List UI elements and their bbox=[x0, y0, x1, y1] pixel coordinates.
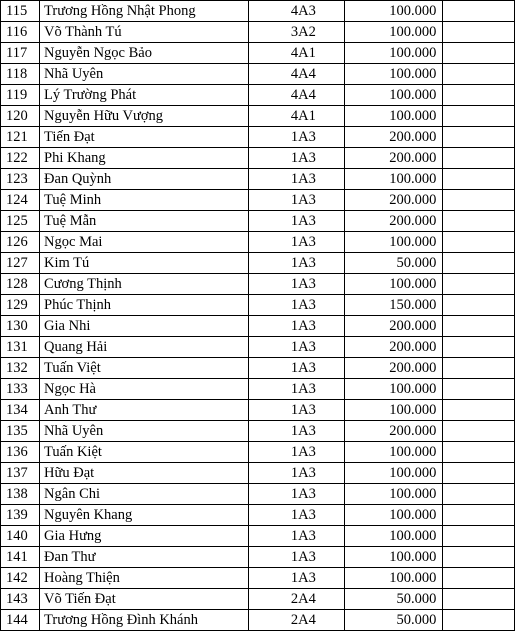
class-cell[interactable]: 1A3 bbox=[248, 127, 344, 148]
amount-cell[interactable]: 200.000 bbox=[345, 337, 443, 358]
row-number-cell[interactable]: 144 bbox=[1, 610, 40, 631]
table-row bbox=[1, 253, 515, 274]
table-row bbox=[1, 43, 515, 64]
student-name-cell[interactable]: Lý Trường Phát bbox=[40, 85, 249, 106]
amount-cell[interactable]: 100.000 bbox=[345, 106, 443, 127]
class-cell[interactable]: 1A3 bbox=[248, 232, 344, 253]
table-row bbox=[1, 547, 515, 568]
student-name-cell[interactable]: Nguyên Khang bbox=[40, 505, 249, 526]
note-cell[interactable] bbox=[443, 64, 515, 85]
note-cell[interactable] bbox=[443, 442, 515, 463]
table-row bbox=[1, 22, 515, 43]
class-cell[interactable]: 4A1 bbox=[248, 106, 344, 127]
row-number-cell[interactable]: 120 bbox=[1, 106, 40, 127]
student-name-cell[interactable]: Nguyễn Ngọc Bảo bbox=[40, 43, 249, 64]
amount-cell[interactable]: 50.000 bbox=[345, 589, 443, 610]
amount-cell[interactable]: 100.000 bbox=[345, 1, 443, 22]
class-cell[interactable]: 4A4 bbox=[248, 64, 344, 85]
table-body bbox=[1, 1, 515, 631]
table-row bbox=[1, 568, 515, 589]
student-name-cell[interactable]: Trương Hồng Nhật Phong bbox=[40, 1, 249, 22]
student-name-cell[interactable]: Ngọc Mai bbox=[40, 232, 249, 253]
table-row bbox=[1, 64, 515, 85]
note-cell[interactable] bbox=[443, 106, 515, 127]
row-number-cell[interactable]: 130 bbox=[1, 316, 40, 337]
class-cell[interactable]: 1A3 bbox=[248, 211, 344, 232]
student-name-cell[interactable]: Ngân Chi bbox=[40, 484, 249, 505]
amount-cell[interactable]: 100.000 bbox=[345, 169, 443, 190]
class-cell[interactable]: 1A3 bbox=[248, 505, 344, 526]
amount-cell[interactable]: 100.000 bbox=[345, 43, 443, 64]
table-row bbox=[1, 589, 515, 610]
note-cell[interactable] bbox=[443, 211, 515, 232]
amount-cell[interactable]: 100.000 bbox=[345, 526, 443, 547]
row-number-cell[interactable]: 141 bbox=[1, 547, 40, 568]
amount-cell[interactable]: 100.000 bbox=[345, 274, 443, 295]
note-cell[interactable] bbox=[443, 190, 515, 211]
note-cell[interactable] bbox=[443, 526, 515, 547]
note-cell[interactable] bbox=[443, 463, 515, 484]
note-cell[interactable] bbox=[443, 295, 515, 316]
note-cell[interactable] bbox=[443, 421, 515, 442]
note-cell[interactable] bbox=[443, 169, 515, 190]
class-cell[interactable]: 1A3 bbox=[248, 316, 344, 337]
student-name-cell[interactable]: Quang Hải bbox=[40, 337, 249, 358]
amount-cell[interactable]: 200.000 bbox=[345, 148, 443, 169]
table-row bbox=[1, 127, 515, 148]
amount-cell[interactable]: 200.000 bbox=[345, 190, 443, 211]
amount-cell[interactable]: 200.000 bbox=[345, 127, 443, 148]
student-name-cell[interactable]: Nhã Uyên bbox=[40, 421, 249, 442]
class-cell[interactable]: 1A3 bbox=[248, 484, 344, 505]
class-cell[interactable]: 4A3 bbox=[248, 1, 344, 22]
student-name-cell[interactable]: Tiến Đạt bbox=[40, 127, 249, 148]
table-row bbox=[1, 400, 515, 421]
amount-cell[interactable]: 100.000 bbox=[345, 22, 443, 43]
class-cell[interactable]: 1A3 bbox=[248, 190, 344, 211]
note-cell[interactable] bbox=[443, 358, 515, 379]
student-name-cell[interactable]: Hữu Đạt bbox=[40, 463, 249, 484]
row-number-cell[interactable]: 131 bbox=[1, 337, 40, 358]
amount-cell[interactable]: 100.000 bbox=[345, 547, 443, 568]
table-row bbox=[1, 232, 515, 253]
row-number-cell[interactable]: 138 bbox=[1, 484, 40, 505]
row-number-cell[interactable]: 137 bbox=[1, 463, 40, 484]
amount-cell[interactable]: 50.000 bbox=[345, 610, 443, 631]
row-number-cell[interactable]: 135 bbox=[1, 421, 40, 442]
row-number-cell[interactable]: 116 bbox=[1, 22, 40, 43]
student-name-cell[interactable]: Anh Thư bbox=[40, 400, 249, 421]
student-name-cell[interactable]: Tuấn Việt bbox=[40, 358, 249, 379]
class-cell[interactable]: 4A4 bbox=[248, 85, 344, 106]
row-number-cell[interactable]: 140 bbox=[1, 526, 40, 547]
student-name-cell[interactable]: Nhã Uyên bbox=[40, 64, 249, 85]
table-row bbox=[1, 85, 515, 106]
row-number-cell[interactable]: 123 bbox=[1, 169, 40, 190]
table-row bbox=[1, 190, 515, 211]
class-cell[interactable]: 2A4 bbox=[248, 589, 344, 610]
table-row bbox=[1, 526, 515, 547]
note-cell[interactable] bbox=[443, 316, 515, 337]
row-number-cell[interactable]: 119 bbox=[1, 85, 40, 106]
class-cell[interactable]: 1A3 bbox=[248, 547, 344, 568]
row-number-cell[interactable]: 134 bbox=[1, 400, 40, 421]
class-cell[interactable]: 1A3 bbox=[248, 421, 344, 442]
class-cell[interactable]: 1A3 bbox=[248, 442, 344, 463]
student-name-cell[interactable]: Kim Tú bbox=[40, 253, 249, 274]
student-name-cell[interactable]: Cương Thịnh bbox=[40, 274, 249, 295]
table-row bbox=[1, 106, 515, 127]
student-name-cell[interactable]: Ngọc Hà bbox=[40, 379, 249, 400]
row-number-cell[interactable]: 126 bbox=[1, 232, 40, 253]
class-cell[interactable]: 1A3 bbox=[248, 463, 344, 484]
amount-cell[interactable]: 200.000 bbox=[345, 316, 443, 337]
table-row bbox=[1, 379, 515, 400]
row-number-cell[interactable]: 139 bbox=[1, 505, 40, 526]
student-name-cell[interactable]: Tuệ Minh bbox=[40, 190, 249, 211]
amount-cell[interactable]: 200.000 bbox=[345, 211, 443, 232]
amount-cell[interactable]: 100.000 bbox=[345, 505, 443, 526]
class-cell[interactable]: 1A3 bbox=[248, 400, 344, 421]
note-cell[interactable] bbox=[443, 568, 515, 589]
amount-cell[interactable]: 100.000 bbox=[345, 64, 443, 85]
row-number-cell[interactable]: 115 bbox=[1, 1, 40, 22]
row-number-cell[interactable]: 127 bbox=[1, 253, 40, 274]
note-cell[interactable] bbox=[443, 547, 515, 568]
class-cell[interactable]: 1A3 bbox=[248, 295, 344, 316]
amount-cell[interactable]: 150.000 bbox=[345, 295, 443, 316]
table-row bbox=[1, 505, 515, 526]
row-number-cell[interactable]: 136 bbox=[1, 442, 40, 463]
table-row bbox=[1, 316, 515, 337]
table-row bbox=[1, 484, 515, 505]
table-row bbox=[1, 295, 515, 316]
note-cell[interactable] bbox=[443, 484, 515, 505]
note-cell[interactable] bbox=[443, 22, 515, 43]
row-number-cell[interactable]: 121 bbox=[1, 127, 40, 148]
table-row bbox=[1, 211, 515, 232]
class-cell[interactable]: 4A1 bbox=[248, 43, 344, 64]
row-number-cell[interactable]: 129 bbox=[1, 295, 40, 316]
note-cell[interactable] bbox=[443, 337, 515, 358]
amount-cell[interactable]: 100.000 bbox=[345, 568, 443, 589]
note-cell[interactable] bbox=[443, 85, 515, 106]
amount-cell[interactable]: 100.000 bbox=[345, 463, 443, 484]
student-name-cell[interactable]: Đan Quỳnh bbox=[40, 169, 249, 190]
student-name-cell[interactable]: Gia Nhi bbox=[40, 316, 249, 337]
note-cell[interactable] bbox=[443, 379, 515, 400]
row-number-cell[interactable]: 128 bbox=[1, 274, 40, 295]
student-name-cell[interactable]: Tuấn Kiệt bbox=[40, 442, 249, 463]
student-name-cell[interactable]: Võ Tiến Đạt bbox=[40, 589, 249, 610]
student-name-cell[interactable]: Trương Hồng Đình Khánh bbox=[40, 610, 249, 631]
note-cell[interactable] bbox=[443, 127, 515, 148]
amount-cell[interactable]: 50.000 bbox=[345, 253, 443, 274]
row-number-cell[interactable]: 125 bbox=[1, 211, 40, 232]
row-number-cell[interactable]: 132 bbox=[1, 358, 40, 379]
row-number-cell[interactable]: 124 bbox=[1, 190, 40, 211]
note-cell[interactable] bbox=[443, 148, 515, 169]
note-cell[interactable] bbox=[443, 400, 515, 421]
table-row bbox=[1, 358, 515, 379]
amount-cell[interactable]: 200.000 bbox=[345, 358, 443, 379]
amount-cell[interactable]: 200.000 bbox=[345, 421, 443, 442]
amount-cell[interactable]: 100.000 bbox=[345, 379, 443, 400]
student-name-cell[interactable]: Đan Thư bbox=[40, 547, 249, 568]
class-cell[interactable]: 1A3 bbox=[248, 568, 344, 589]
note-cell[interactable] bbox=[443, 232, 515, 253]
row-number-cell[interactable]: 122 bbox=[1, 148, 40, 169]
table-row bbox=[1, 274, 515, 295]
class-cell[interactable]: 1A3 bbox=[248, 148, 344, 169]
table-row bbox=[1, 463, 515, 484]
class-cell[interactable]: 1A3 bbox=[248, 337, 344, 358]
table-row bbox=[1, 610, 515, 631]
row-number-cell[interactable]: 133 bbox=[1, 379, 40, 400]
student-name-cell[interactable]: Phúc Thịnh bbox=[40, 295, 249, 316]
note-cell[interactable] bbox=[443, 610, 515, 631]
class-cell[interactable]: 2A4 bbox=[248, 610, 344, 631]
student-name-cell[interactable]: Nguyễn Hữu Vượng bbox=[40, 106, 249, 127]
row-number-cell[interactable]: 117 bbox=[1, 43, 40, 64]
class-cell[interactable]: 1A3 bbox=[248, 253, 344, 274]
table-row bbox=[1, 1, 515, 22]
student-name-cell[interactable]: Võ Thành Tú bbox=[40, 22, 249, 43]
class-cell[interactable]: 1A3 bbox=[248, 358, 344, 379]
note-cell[interactable] bbox=[443, 1, 515, 22]
class-cell[interactable]: 1A3 bbox=[248, 274, 344, 295]
row-number-cell[interactable]: 118 bbox=[1, 64, 40, 85]
student-name-cell[interactable]: Phi Khang bbox=[40, 148, 249, 169]
table-row bbox=[1, 442, 515, 463]
class-cell[interactable]: 1A3 bbox=[248, 169, 344, 190]
student-name-cell[interactable]: Tuệ Mẫn bbox=[40, 211, 249, 232]
row-number-cell[interactable]: 142 bbox=[1, 568, 40, 589]
amount-cell[interactable]: 100.000 bbox=[345, 232, 443, 253]
note-cell[interactable] bbox=[443, 589, 515, 610]
row-number-cell[interactable]: 143 bbox=[1, 589, 40, 610]
amount-cell[interactable]: 100.000 bbox=[345, 400, 443, 421]
table-row bbox=[1, 148, 515, 169]
class-cell[interactable]: 1A3 bbox=[248, 379, 344, 400]
class-cell[interactable]: 3A2 bbox=[248, 22, 344, 43]
note-cell[interactable] bbox=[443, 274, 515, 295]
table-row bbox=[1, 337, 515, 358]
table-row bbox=[1, 169, 515, 190]
table-row bbox=[1, 421, 515, 442]
note-cell[interactable] bbox=[443, 253, 515, 274]
amount-cell[interactable]: 100.000 bbox=[345, 442, 443, 463]
amount-cell[interactable]: 100.000 bbox=[345, 484, 443, 505]
class-cell[interactable]: 1A3 bbox=[248, 526, 344, 547]
amount-cell[interactable]: 100.000 bbox=[345, 85, 443, 106]
student-name-cell[interactable]: Hoàng Thiện bbox=[40, 568, 249, 589]
student-name-cell[interactable]: Gia Hưng bbox=[40, 526, 249, 547]
note-cell[interactable] bbox=[443, 43, 515, 64]
note-cell[interactable] bbox=[443, 505, 515, 526]
